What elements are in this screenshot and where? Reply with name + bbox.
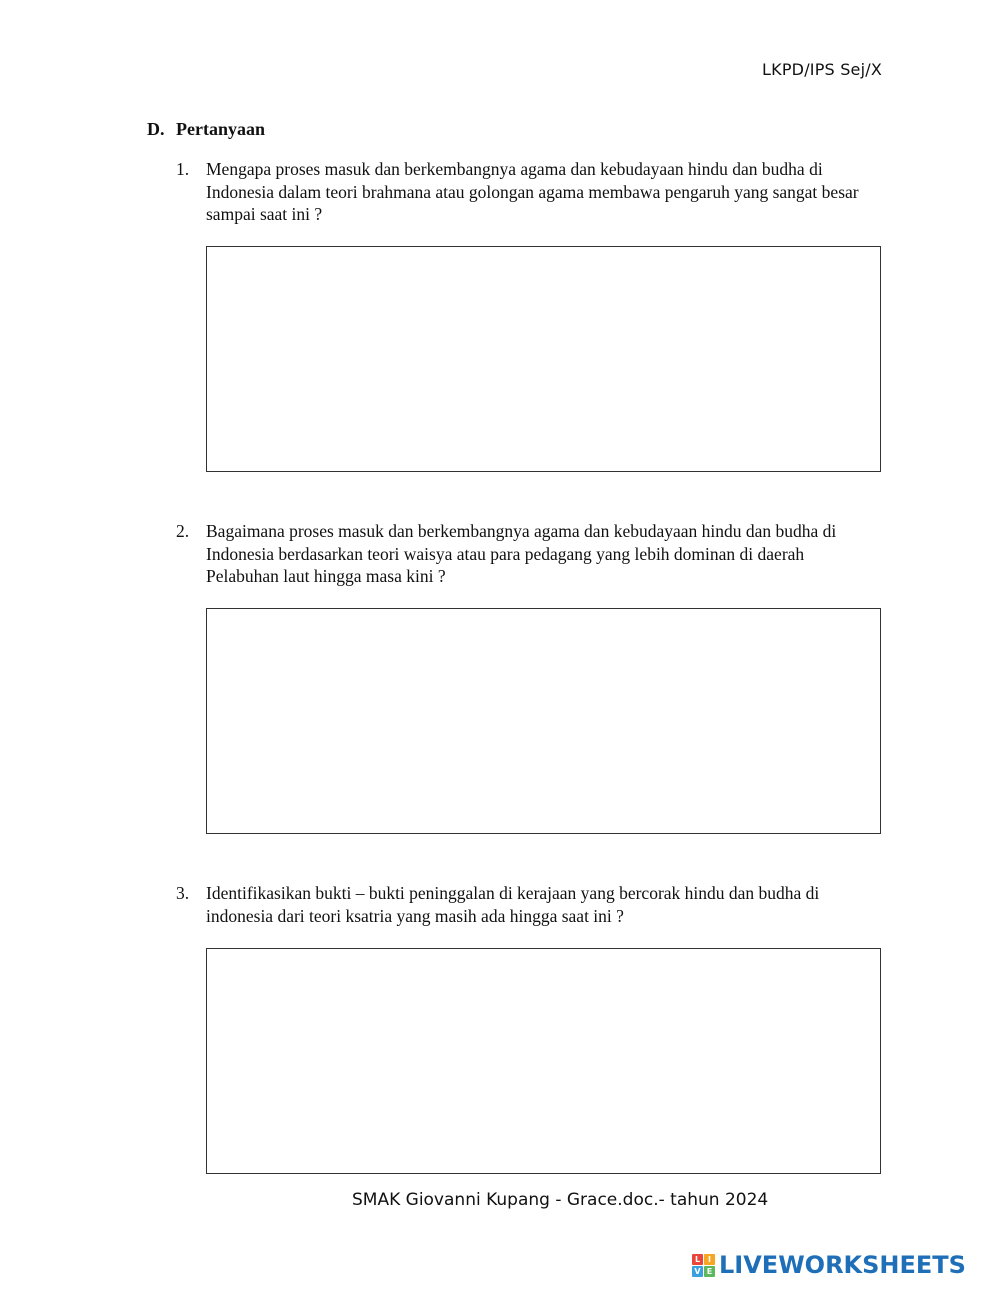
answer-box-2[interactable]	[206, 608, 881, 834]
question-text: Bagaimana proses masuk dan berkembangnya agama dan kebudayaan hindu dan budha di Indonesia berdasarkan teori waisya atau para pedagang yang lebih dominan di daerah Pelabuhan laut hingga masa kini ?	[206, 521, 837, 586]
logo-letter-e: E	[704, 1266, 715, 1277]
document-code: LKPD/IPS Sej/X	[762, 60, 882, 79]
question-text: Identifikasikan bukti – bukti peninggalan di kerajaan yang bercorak hindu dan budha di indonesia dari teori ksatria yang masih ada hingga saat ini ?	[206, 883, 820, 926]
question-1	[176, 158, 876, 226]
section-heading	[147, 119, 265, 140]
question-2	[176, 520, 876, 588]
liveworksheets-brand[interactable]	[692, 1252, 966, 1278]
logo-letter-i: I	[704, 1254, 715, 1265]
answer-box-3[interactable]	[206, 948, 881, 1174]
section-letter: D.	[147, 119, 165, 139]
question-number: 1.	[176, 159, 190, 179]
question-text: Mengapa proses masuk dan berkembangnya agama dan kebudayaan hindu dan budha di Indonesia dalam teori brahmana atau golongan agama membawa pengaruh yang sangat besar sampai saat ini ?	[206, 159, 859, 224]
liveworksheets-logo-icon	[692, 1254, 715, 1277]
question-3	[176, 882, 876, 927]
question-number: 2.	[176, 521, 190, 541]
logo-letter-v: V	[692, 1266, 703, 1277]
answer-box-1[interactable]	[206, 246, 881, 472]
footer-text: SMAK Giovanni Kupang - Grace.doc.- tahun 2024	[352, 1190, 769, 1210]
logo-letter-l: L	[692, 1254, 703, 1265]
brand-name: LIVEWORKSHEETS	[719, 1251, 966, 1279]
section-title-text: Pertanyaan	[176, 119, 265, 139]
question-number: 3.	[176, 883, 190, 903]
